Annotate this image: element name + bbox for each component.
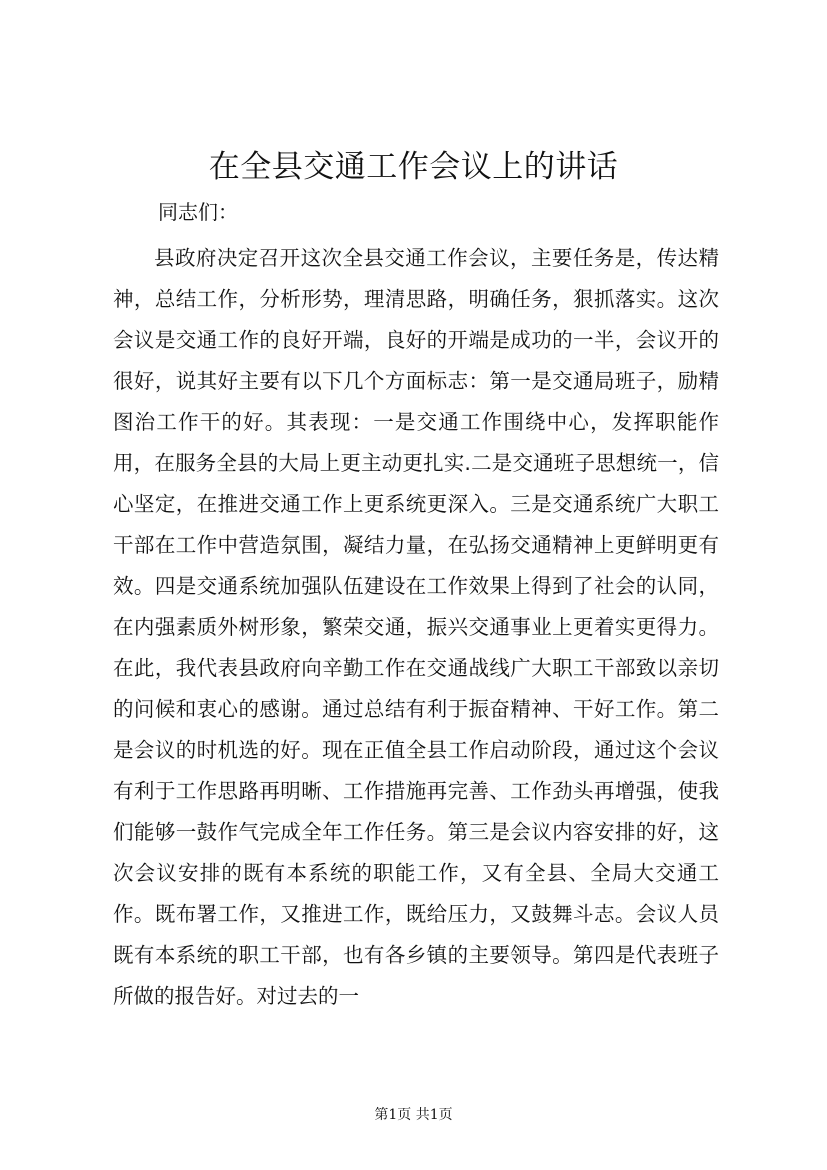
- document-title: 在全县交通工作会议上的讲话: [208, 149, 619, 185]
- speech-paragraph: 县政府决定召开这次全县交通工作会议，主要任务是，传达精神，总结工作，分析形势，理清思路，明确任务，狠抓落实。这次会议是交通工作的良好开端，良好的开端是成功的一半，会议开的很好，说其好主要有以下几个方面标志：第一是交通局班子，励精图治工作干的好。其表现：一是交通工作围绕中心，发挥职能作用，在服务全县的大局上更主动更扎实.二是交通班子思想统一，信心坚定，在推进交通工作上更系统更深入。三是交通系统广大职工干部在工作中营造氛围，凝结力量，在弘扬交通精神上更鲜明更有效。四是交通系统加强队伍建设在工作效果上得到了社会的认同，在内强素质外树形象，繁荣交通，振兴交通事业上更着实更得力。在此，我代表县政府向辛勤工作在交通战线广大职工干部致以亲切的问候和衷心的感谢。通过总结有利于振奋精神、干好工作。第二是会议的时机选的好。现在正值全县工作启动阶段，通过这个会议有利于工作思路再明晰、工作措施再完善、工作劲头再增强，使我们能够一鼓作气完成全年工作任务。第三是会议内容安排的好，这次会议安排的既有本系统的职能工作，又有全县、全局大交通工作。既布署工作，又推进工作，既给压力，又鼓舞斗志。会议人员既有本系统的职工干部，也有各乡镇的主要领导。第四是代表班子所做的报告好。对过去的一: [113, 246, 719, 1008]
- page-footer: 第1页 共1页: [374, 1107, 453, 1123]
- salutation: 同志们：: [158, 200, 238, 224]
